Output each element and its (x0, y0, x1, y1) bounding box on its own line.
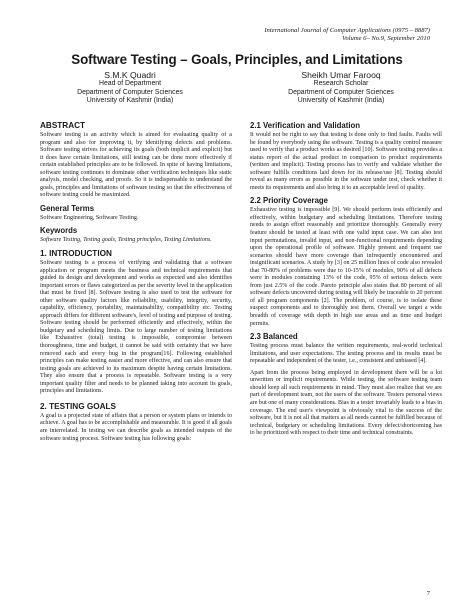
author-affiliation: University of Kashmir (India) (297, 97, 385, 105)
author-affiliation: University of Kashmir (India) (86, 97, 174, 105)
journal-name: International Journal of Computer Applications (0975 – 8887) (264, 27, 430, 34)
abstract-text: Software testing is an activity which is aimed for evaluating quality of a program and also for improving it, by identifying defects and problems. Software testing strives for achieving its goals (both implicit and explicit) but it does have certain limitations, still testing can be done more effectively if certain established principles are to be followed. In spite of having limitations, software testing continues to dominate other verification techniques like static analysis, model checking, and proofs. So it is indispensable to understand the goals, principles and limitations of software testing so that the effectiveness of software testing could be maximized. (40, 132, 232, 199)
author-name: S.M.K Quadri (104, 70, 156, 80)
journal-header (130, 27, 430, 43)
paper-title: Software Testing – Goals, Principles, and Limitations (71, 52, 403, 67)
section-2-1-text: It would not be right to say that testing is done only to find faults. Faults will be found by everybody using the software. Testing is a quality control measure used to verify that a product works as desired [10]. Software testing provides a status report of the actual product in comparison to product requirements (written and implicit). Testing process has to verify and validate whether the software fulfills conditions laid down for its release/use [8]. Testing should reveal as many errors as possible in the software under test, check whether it meets its requirements and also bring it to an acceptable level of quality. (250, 132, 442, 191)
introduction-heading: 1. INTRODUCTION (40, 249, 112, 259)
testing-goals-heading: 2. TESTING GOALS (40, 401, 116, 411)
author-name: Sheikh Umar Farooq (301, 70, 381, 80)
author-role: Head of Department (98, 80, 162, 87)
page-number: 7 (426, 590, 430, 597)
section-2-3-text-2: Apart from the process being employed in development there will be a lot unwritten or implicit requirements. While testing, the software testing team should keep all such requirements in mind. They must also realize that we are part of development team, not the users of the software. Testers personal views are but one of many considerations. Bias in a tester invariably leads to a bias in coverage. The end user's viewpoint is obviously vital to the success of the software, but it is not all that matters as all needs cannot be fulfilled because of technical, budgetary or scheduling limitations. Every defect/shortcoming has to be prioritized with respect to their time and technical constraints. (250, 369, 442, 437)
general-terms-heading: General Terms (40, 203, 95, 213)
author-department: Department of Computer Sciences (288, 88, 394, 96)
author-role: Research Scholar (313, 80, 369, 87)
author-department: Department of Computer Sciences (77, 88, 183, 96)
general-terms-text: Software Engineering, Software Testing. (40, 214, 139, 221)
abstract-heading: ABSTRACT (40, 121, 86, 130)
testing-goals-text: A goal is a projected state of affairs that a person or system plans or intends to achieve. A goal has to be accomplishable and measurable. It is good if all goals are interrelated. In testing we can describe goals as intended outputs of the software testing process. Software testing has following goals: (40, 412, 232, 442)
section-2-2-text: Exhaustive testing is impossible [9]. We should perform tests efficiently and effectively, within budgetary and scheduling limitations. Therefore testing needs to assign effort reasonably and prioritize thoroughly. Generally every feature should be tested at least with one valid input case. We can also test input permutations, invalid input, and non-functional requirements depending upon the operational profile of software. Highly present and frequent use scenarios should have more coverage than infrequently encountered and insignificant scenarios. A study by [3] on 25 million lines of code also revealed that 70-80% of problems were due to 10-15% of modules, 90% of all defects were in modules containing 13% of the code, 95% of serious defects were from just 2.5% of the code. Pareto principle also states that 80 percent of all software defects uncovered during testing will likely be traceable to 20 percent of all program components [2]. The problem, of course, is to isolate these suspect components and to thoroughly test them. Overall we target a wide breadth of coverage with depth in high use areas and as time and budget permits. (250, 207, 442, 327)
section-2-1-heading: 2.1 Verification and Validation (250, 121, 361, 130)
author-block-2 (241, 70, 441, 106)
journal-volume: Volume 6– No.9, September 2010 (342, 35, 430, 42)
right-column (250, 121, 442, 438)
section-2-2-heading: 2.2 Priority Coverage (250, 196, 329, 206)
author-block-1 (30, 70, 230, 106)
section-2-3-heading: 2.3 Balanced (250, 332, 298, 342)
keywords-heading: Keywords (40, 226, 78, 236)
introduction-text: Software testing is a process of verifying and validating that a software application or program meets the business and technical requirements that guided its design and development and works as expected and also identifies important errors or flaws categorized as per the severity level in the application that must be fixed [8]. Software testing is also used to test the software for other software quality factors like reliability, usability, integrity, security, capability, efficiency, portability, maintainability, compatibility etc. Testing approach differs for different software's, level of testing and purpose of testing. Software testing should be performed efficiently and effectively, within the budgetary and scheduling limits. Due to large number of testing limitations like Exhaustive (total) testing is impossible, compromise between thoroughness, time and budget, it cannot be said with certainty that we have removed each and every bug in the program[16]. Following established principles can make testing easier and more effective, and can also ensure that testing goals are achieved to its maximum despite having certain limitations. They also ensure that a process is repeatable. Software testing is a very important quality filter and needs to be planned taking into account its goals, principles and limitations. (40, 260, 232, 395)
keywords-text: Software Testing, Testing goals, Testing principles, Testing Limitations. (40, 237, 212, 244)
section-2-3-text-1: Testing process must balance the written requirements, real-world technical limitations, and user expectations. The testing process and its results must be repeatable and independent of the tester, i.e., consistent and unbiased [4]. (250, 343, 442, 365)
left-column (40, 121, 232, 443)
